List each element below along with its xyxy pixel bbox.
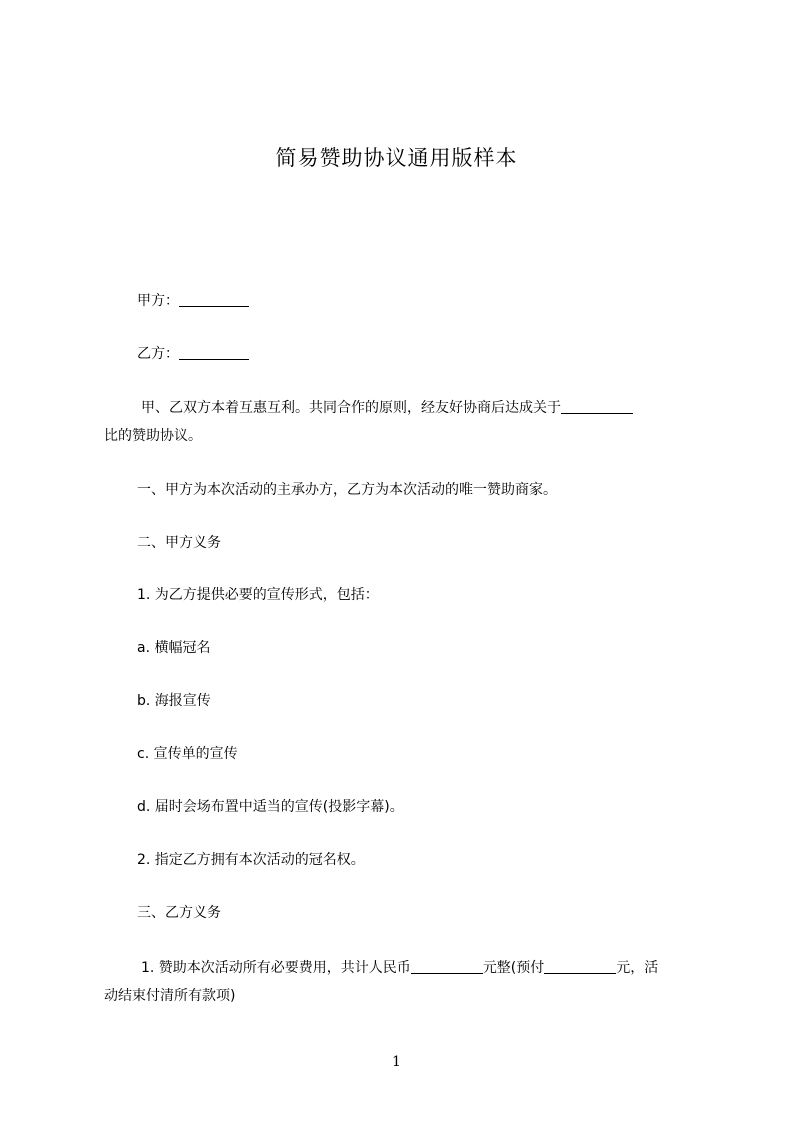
item-2-1-b: b. 海报宣传 (137, 693, 211, 709)
item-3-1-line-1 (141, 955, 658, 981)
page-number: 1 (392, 1054, 401, 1070)
item-3-1-line-2: 动结束付清所有款项) (104, 988, 236, 1004)
amount-total-blank (411, 959, 483, 974)
item-3-1-text-1: 1. 赞助本次活动所有必要费用，共计人民币 (141, 960, 411, 976)
section-2-heading: 二、甲方义务 (137, 535, 221, 551)
clause-1: 一、甲方为本次活动的主承办方，乙方为本次活动的唯一赞助商家。 (137, 482, 557, 498)
intro-text: 甲、乙双方本着互惠互利。共同合作的原则，经友好协商后达成关于 (141, 400, 561, 416)
intro-line-1 (141, 395, 633, 421)
party-a-blank (179, 292, 249, 307)
item-2-1: 1. 为乙方提供必要的宣传形式，包括： (137, 587, 379, 603)
amount-prepaid-blank (544, 959, 616, 974)
intro-blank (561, 399, 633, 414)
party-a-label: 甲方： (137, 293, 179, 309)
intro-line-2: 比的赞助协议。 (104, 428, 202, 444)
party-b-line (137, 341, 249, 367)
item-3-1-text-3: 元，活 (616, 960, 659, 976)
party-b-label: 乙方： (137, 346, 179, 362)
section-3-heading: 三、乙方义务 (137, 905, 221, 921)
document-title: 简易赞助协议通用版样本 (275, 146, 518, 170)
item-2-1-d: d. 届时会场布置中适当的宣传(投影字幕)。 (137, 799, 404, 815)
item-2-1-a: a. 横幅冠名 (137, 640, 211, 656)
party-b-blank (179, 345, 249, 360)
item-3-1-text-2: 元整(预付 (482, 960, 545, 976)
party-a-line (137, 288, 249, 314)
item-2-1-c: c. 宣传单的宣传 (137, 746, 238, 762)
item-2-2: 2. 指定乙方拥有本次活动的冠名权。 (137, 852, 365, 868)
